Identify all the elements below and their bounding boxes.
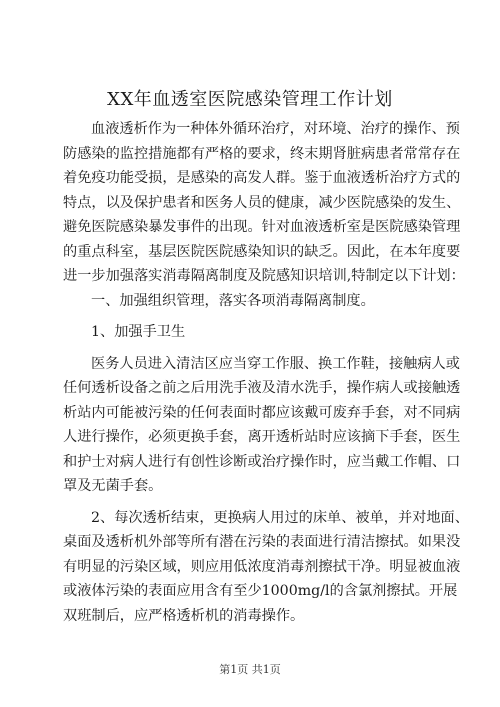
paragraph-1-line: 血液透析作为一种体外循环治疗，对环境、治疗的操作、预 — [91, 121, 460, 137]
paragraph-2-line: 罩及无菌手套。 — [63, 478, 163, 494]
paragraph-1-line: 的重点科室，基层医院医院感染知识的缺乏。因此，在本年度要 — [63, 243, 461, 260]
paragraph-1-line: 避免医院感染暴发事件的出现。针对血液透析室是医院感染管理 — [63, 219, 461, 235]
section-heading: 一、加强组织管理，落实各项消毒隔离制度。 — [91, 292, 375, 309]
paragraph-1-line: 防感染的监控措施都有严格的要求，终末期肾脏病患者常常存在 — [63, 145, 461, 162]
paragraph-1-line: 特点，以及保护患者和医务人员的健康，减少医院感染的发生、 — [63, 194, 461, 211]
subsection-heading: 1、加强手卫生 — [91, 324, 186, 340]
paragraph-2-line: 医务人员进入清洁区应当穿工作服、换工作鞋，接触病人或 — [91, 355, 460, 372]
paragraph-3-line: 有明显的污染区域，则应用低浓度消毒剂擦拭干净。明显被血液 — [63, 558, 461, 575]
document-title: XX年血透室医院感染管理工作计划 — [107, 89, 393, 110]
paragraph-2-line: 人进行操作，必须更换手套，离开透析站时应该摘下手套，医生 — [63, 429, 461, 445]
page-footer: 第1页 共1页 — [219, 663, 281, 676]
paragraph-3-line: 2、每次透析结束，更换病人用过的床单、被单，并对地面、 — [91, 509, 469, 526]
paragraph-1-line: 进一步加强落实消毒隔离制度及院感知识培训,特制定以下计划： — [63, 268, 465, 284]
document-body — [63, 117, 469, 628]
paragraph-2-line: 析站内可能被污染的任何表面时都应该戴可废弃手套，对不同病 — [63, 404, 461, 421]
paragraph-3-line: 桌面及透析机外部等所有潜在污染的表面进行清洁擦拭。如果没 — [63, 534, 461, 550]
paragraph-2-line: 和护士对病人进行有创性诊断或治疗操作时，应当戴工作帽、口 — [63, 453, 461, 470]
paragraph-2-line: 任何透析设备之前之后用洗手液及清水洗手，操作病人或接触透 — [63, 380, 461, 396]
paragraph-1-line: 着免疫功能受损，是感染的高发人群。鉴于血液透析治疗方式的 — [63, 170, 461, 186]
paragraph-3-line: 或液体污染的表面应用含有至少1000mg/l的含氯剂擦拭。开展 — [63, 583, 458, 599]
paragraph-3-line: 双班制后，应严格透析机的消毒操作。 — [63, 607, 305, 624]
